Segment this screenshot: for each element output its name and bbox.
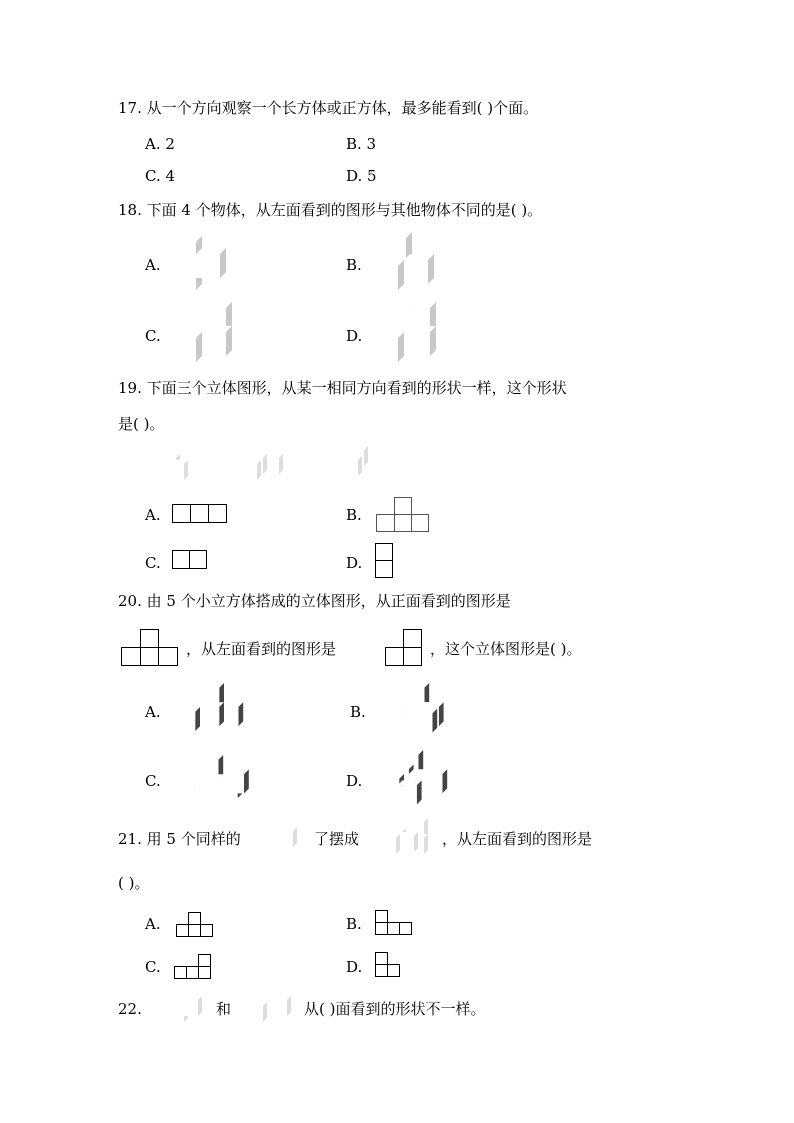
q18-option-c[interactable]: C. [145, 327, 161, 345]
q19-stem-line1: 19. 下面三个立体图形，从某一相同方向看到的形状一样，这个形状 [118, 379, 567, 397]
q20-option-c[interactable]: C. [145, 772, 161, 790]
q19-view-a [172, 504, 228, 524]
q20-stem-end: ，这个立体图形是( )。 [430, 640, 582, 658]
q20-left-view [385, 629, 425, 667]
q17-option-d[interactable]: D. 5 [346, 167, 377, 185]
q20-figure-a [176, 683, 248, 735]
q20-stem-line1: 20. 由 5 个小立方体搭成的立体图形，从正面看到的图形是 [118, 592, 511, 610]
q19-solid-2 [231, 450, 289, 482]
q21-option-b[interactable]: B. [346, 915, 362, 933]
q18-figure-d [374, 302, 440, 364]
q19-solid-3 [326, 446, 376, 478]
q22-stem-end: 从( )面看到的形状不一样。 [304, 1000, 486, 1018]
q21-view-c [174, 954, 214, 980]
q17-option-c[interactable]: C. 4 [145, 167, 176, 185]
q20-figure-c [180, 755, 252, 803]
q21-view-a [176, 912, 216, 938]
q20-option-b[interactable]: B. [350, 703, 366, 721]
q17-stem: 17. 从一个方向观察一个长方体或正方体，最多能看到( )个面。 [118, 99, 539, 117]
q19-stem-line2: 是( )。 [118, 415, 165, 433]
q18-option-a[interactable]: A. [145, 256, 161, 274]
q21-stem-line2: ( )。 [118, 874, 150, 892]
q21-unit-cube [277, 827, 301, 849]
q19-solid-1 [144, 450, 198, 482]
q21-arrangement [380, 818, 428, 856]
q22-and: 和 [216, 1000, 232, 1018]
q18-figure-b [374, 232, 438, 294]
q22-number: 22. [118, 1000, 142, 1018]
q17-option-b[interactable]: B. 3 [346, 135, 377, 153]
q21-option-a[interactable]: A. [145, 915, 161, 933]
q20-option-d[interactable]: D. [346, 772, 363, 790]
q21-stem-part3: ，从左面看到的图形是 [442, 830, 593, 848]
q19-view-c [172, 550, 210, 570]
q20-figure-b [386, 683, 452, 739]
q21-stem-part2: 了摆成 [314, 830, 360, 848]
q20-front-view [121, 629, 179, 667]
q18-figure-a [172, 236, 236, 292]
q19-option-b[interactable]: B. [346, 506, 362, 524]
q21-option-d[interactable]: D. [346, 958, 363, 976]
q19-view-b [376, 497, 430, 533]
q17-option-a[interactable]: A. 2 [145, 135, 175, 153]
q21-view-b [375, 910, 415, 936]
q22-solid-1 [160, 994, 206, 1024]
q18-stem: 18. 下面 4 个物体，从左面看到的图形与其他物体不同的是( )。 [118, 201, 543, 219]
q19-option-c[interactable]: C. [145, 554, 161, 572]
q21-stem-part1: 21. 用 5 个同样的 [118, 830, 241, 848]
q18-option-b[interactable]: B. [346, 256, 362, 274]
q18-option-d[interactable]: D. [346, 327, 363, 345]
q21-option-c[interactable]: C. [145, 958, 161, 976]
q19-option-a[interactable]: A. [145, 506, 161, 524]
q20-option-a[interactable]: A. [145, 703, 161, 721]
q22-solid-2 [243, 994, 299, 1024]
q19-view-d [375, 543, 395, 579]
q21-view-d [375, 952, 405, 978]
q20-stem-mid: ，从左面看到的图形是 [186, 640, 337, 658]
q19-option-d[interactable]: D. [346, 554, 363, 572]
q18-figure-c [172, 302, 236, 364]
q20-figure-d [380, 750, 452, 804]
